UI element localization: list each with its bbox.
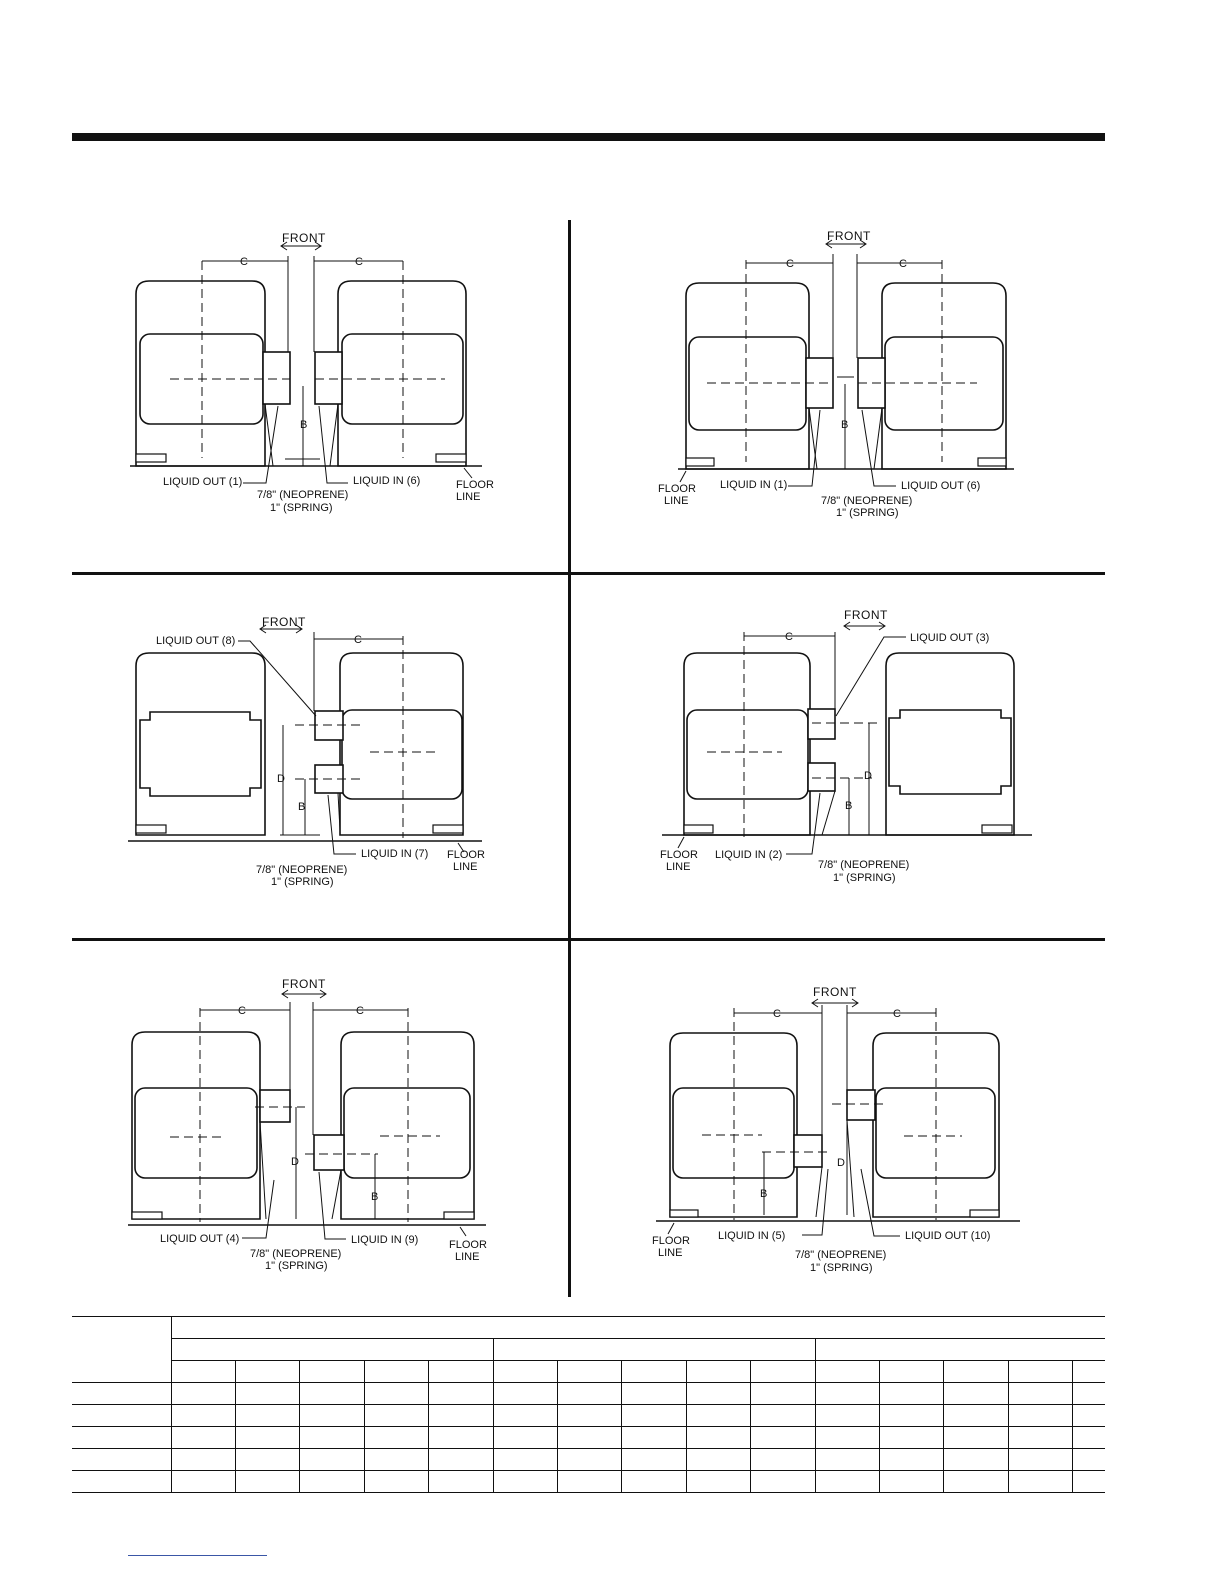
table-cell	[815, 1361, 879, 1383]
table-cell	[815, 1383, 879, 1405]
table-cell	[171, 1383, 235, 1405]
table-cell	[171, 1427, 235, 1449]
table-cell	[300, 1427, 364, 1449]
table-cell	[72, 1383, 171, 1405]
dim-label: C	[786, 258, 794, 270]
table-cell	[72, 1449, 171, 1471]
table-cell	[493, 1471, 557, 1493]
table-cell	[622, 1471, 686, 1493]
panel-divider-horizontal	[72, 572, 1105, 575]
dim-label: C	[785, 631, 793, 643]
table-cell	[235, 1361, 299, 1383]
diagram-1-drawing	[120, 226, 510, 526]
floor-label: LINE	[456, 491, 481, 503]
table-cell	[429, 1361, 493, 1383]
table-cell	[557, 1471, 621, 1493]
table-cell	[622, 1427, 686, 1449]
mount-label: 7/8" (NEOPRENE)	[795, 1249, 887, 1261]
table-cell	[300, 1383, 364, 1405]
table-cell	[751, 1383, 815, 1405]
table-cell	[235, 1449, 299, 1471]
floor-label: FLOOR	[660, 849, 698, 861]
table-cell	[1073, 1427, 1105, 1449]
table-cell	[72, 1405, 171, 1427]
table-cell	[751, 1449, 815, 1471]
callout-label: LIQUID OUT (8)	[156, 635, 236, 647]
front-label: FRONT	[844, 608, 888, 622]
mount-label: 7/8" (NEOPRENE)	[821, 495, 913, 507]
table-cell	[235, 1471, 299, 1493]
table-cell	[72, 1339, 171, 1361]
table-cell	[557, 1361, 621, 1383]
mount-label: 1" (SPRING)	[836, 507, 899, 519]
dim-label: C	[355, 256, 363, 268]
table-cell	[879, 1383, 943, 1405]
table-row	[72, 1449, 1105, 1471]
table-cell	[493, 1449, 557, 1471]
table-row	[72, 1427, 1105, 1449]
diagram-2-drawing	[642, 224, 1052, 524]
table-cell	[686, 1405, 750, 1427]
table-cell	[622, 1405, 686, 1427]
table-cell	[815, 1339, 1105, 1361]
dim-label: C	[240, 256, 248, 268]
table-cell	[364, 1405, 428, 1427]
table-row	[72, 1383, 1105, 1405]
floor-label: LINE	[664, 495, 689, 507]
table-cell	[622, 1449, 686, 1471]
table-cell	[944, 1471, 1008, 1493]
dim-label: C	[354, 634, 362, 646]
callout-label: LIQUID OUT (4)	[160, 1233, 240, 1245]
callout-label: LIQUID IN (5)	[718, 1230, 786, 1242]
table-cell	[815, 1471, 879, 1493]
mount-label: 7/8" (NEOPRENE)	[250, 1248, 342, 1260]
diagram-panel-1	[120, 226, 510, 526]
table-cell	[300, 1449, 364, 1471]
floor-label: LINE	[666, 861, 691, 873]
table-header-row	[72, 1317, 1105, 1339]
dim-label: D	[277, 773, 285, 785]
diagram-panel-3	[120, 608, 510, 898]
table-cell	[493, 1361, 557, 1383]
callout-label: LIQUID IN (9)	[351, 1234, 419, 1246]
dim-label: D	[837, 1157, 845, 1169]
dim-label: B	[845, 800, 853, 812]
diagram-panel-6	[642, 980, 1052, 1280]
table-cell	[72, 1427, 171, 1449]
table-cell	[1008, 1383, 1072, 1405]
floor-label: LINE	[453, 861, 478, 873]
table-cell	[879, 1405, 943, 1427]
mount-label: 1" (SPRING)	[265, 1260, 328, 1272]
table-cell	[1073, 1361, 1105, 1383]
table-cell	[686, 1427, 750, 1449]
dim-label: B	[760, 1188, 768, 1200]
diagram-panel-2	[642, 224, 1052, 524]
callout-label: LIQUID IN (7)	[361, 848, 429, 860]
callout-label: LIQUID OUT (3)	[910, 632, 990, 644]
table-cell	[364, 1449, 428, 1471]
table-row	[72, 1405, 1105, 1427]
table-cell	[557, 1405, 621, 1427]
front-label: FRONT	[827, 229, 871, 243]
diagram-3-drawing	[120, 608, 510, 898]
table-cell	[235, 1427, 299, 1449]
table-cell	[429, 1405, 493, 1427]
diagram-4-drawing	[642, 606, 1052, 896]
dim-label: D	[864, 770, 872, 782]
table-cell	[1008, 1471, 1072, 1493]
table-cell	[879, 1361, 943, 1383]
table-cell	[622, 1361, 686, 1383]
table-cell	[1073, 1383, 1105, 1405]
table-cell	[235, 1405, 299, 1427]
table-cell	[364, 1427, 428, 1449]
table-cell	[944, 1405, 1008, 1427]
dim-label: B	[298, 801, 306, 813]
callout-label: LIQUID OUT (1)	[163, 476, 243, 488]
table-cell	[751, 1471, 815, 1493]
table-cell	[493, 1383, 557, 1405]
dim-label: C	[773, 1008, 781, 1020]
floor-label: FLOOR	[447, 849, 485, 861]
table-header-row	[72, 1339, 1105, 1361]
mount-label: 1" (SPRING)	[810, 1262, 873, 1274]
dim-label: C	[893, 1008, 901, 1020]
table-cell	[171, 1471, 235, 1493]
table-cell	[879, 1471, 943, 1493]
floor-label: LINE	[658, 1247, 683, 1259]
table-cell	[493, 1339, 815, 1361]
table-cell	[171, 1317, 1105, 1339]
front-label: FRONT	[262, 615, 306, 629]
table-cell	[429, 1471, 493, 1493]
table-cell	[944, 1361, 1008, 1383]
table-cell	[751, 1361, 815, 1383]
table-cell	[944, 1427, 1008, 1449]
header-rule	[72, 133, 1105, 141]
table-cell	[171, 1405, 235, 1427]
dim-label: C	[899, 258, 907, 270]
dim-label: D	[291, 1156, 299, 1168]
mount-label: 1" (SPRING)	[270, 502, 333, 514]
table-cell	[751, 1427, 815, 1449]
table-cell	[944, 1383, 1008, 1405]
panel-divider-vertical	[568, 575, 571, 939]
floor-label: FLOOR	[456, 479, 494, 491]
table-cell	[72, 1471, 171, 1493]
front-label: FRONT	[282, 231, 326, 245]
table-cell	[72, 1361, 171, 1383]
dim-label: C	[238, 1005, 246, 1017]
floor-label: LINE	[455, 1251, 480, 1263]
table-cell	[493, 1427, 557, 1449]
table-cell	[879, 1427, 943, 1449]
table-cell	[1008, 1449, 1072, 1471]
diagram-panel-4	[642, 606, 1052, 896]
callout-label: LIQUID IN (1)	[720, 479, 788, 491]
front-label: FRONT	[282, 977, 326, 991]
table-cell	[815, 1449, 879, 1471]
footer-link-underline	[128, 1555, 267, 1556]
table-cell	[1008, 1427, 1072, 1449]
table-cell	[686, 1383, 750, 1405]
table-cell	[686, 1449, 750, 1471]
table-cell	[364, 1471, 428, 1493]
callout-label: LIQUID OUT (10)	[905, 1230, 991, 1242]
table-cell	[815, 1427, 879, 1449]
front-label: FRONT	[813, 985, 857, 999]
dim-label: C	[356, 1005, 364, 1017]
panel-divider-horizontal	[72, 938, 1105, 941]
panel-divider-vertical	[568, 220, 571, 573]
callout-label: LIQUID IN (2)	[715, 849, 783, 861]
dimension-table	[72, 1316, 1105, 1493]
table-cell	[557, 1449, 621, 1471]
table-cell	[1008, 1361, 1072, 1383]
table-cell	[1073, 1405, 1105, 1427]
table-cell	[493, 1405, 557, 1427]
dim-label: B	[841, 419, 849, 431]
table-cell	[171, 1339, 493, 1361]
table-cell	[1073, 1449, 1105, 1471]
callout-label: LIQUID IN (6)	[353, 475, 421, 487]
table-cell	[557, 1427, 621, 1449]
table-cell	[171, 1361, 235, 1383]
mount-label: 1" (SPRING)	[271, 876, 334, 888]
dim-label: B	[371, 1191, 379, 1203]
table-cell	[364, 1361, 428, 1383]
table-cell	[686, 1471, 750, 1493]
diagram-6-drawing	[642, 980, 1052, 1280]
table-cell	[1073, 1471, 1105, 1493]
table-cell	[944, 1449, 1008, 1471]
table-cell	[300, 1471, 364, 1493]
diagram-panel-5	[120, 972, 510, 1282]
table-cell	[815, 1405, 879, 1427]
dim-label: B	[300, 419, 308, 431]
table-cell	[879, 1449, 943, 1471]
table-cell	[1008, 1405, 1072, 1427]
table-cell	[751, 1405, 815, 1427]
diagram-5-drawing	[120, 972, 510, 1282]
table-cell	[171, 1449, 235, 1471]
table-cell	[300, 1405, 364, 1427]
table-row	[72, 1471, 1105, 1493]
table-cell	[429, 1427, 493, 1449]
panel-divider-vertical	[568, 941, 571, 1297]
mount-label: 1" (SPRING)	[833, 872, 896, 884]
table-cell	[300, 1361, 364, 1383]
table-cell	[429, 1383, 493, 1405]
mount-label: 7/8" (NEOPRENE)	[818, 859, 910, 871]
table-header-row	[72, 1361, 1105, 1383]
table-cell	[364, 1383, 428, 1405]
floor-label: FLOOR	[658, 483, 696, 495]
table-cell	[235, 1383, 299, 1405]
floor-label: FLOOR	[652, 1235, 690, 1247]
table-cell	[686, 1361, 750, 1383]
mount-label: 7/8" (NEOPRENE)	[256, 864, 348, 876]
table-cell	[622, 1383, 686, 1405]
table-cell	[429, 1449, 493, 1471]
floor-label: FLOOR	[449, 1239, 487, 1251]
table-cell	[72, 1317, 171, 1339]
callout-label: LIQUID OUT (6)	[901, 480, 981, 492]
mount-label: 7/8" (NEOPRENE)	[257, 489, 349, 501]
table-cell	[557, 1383, 621, 1405]
